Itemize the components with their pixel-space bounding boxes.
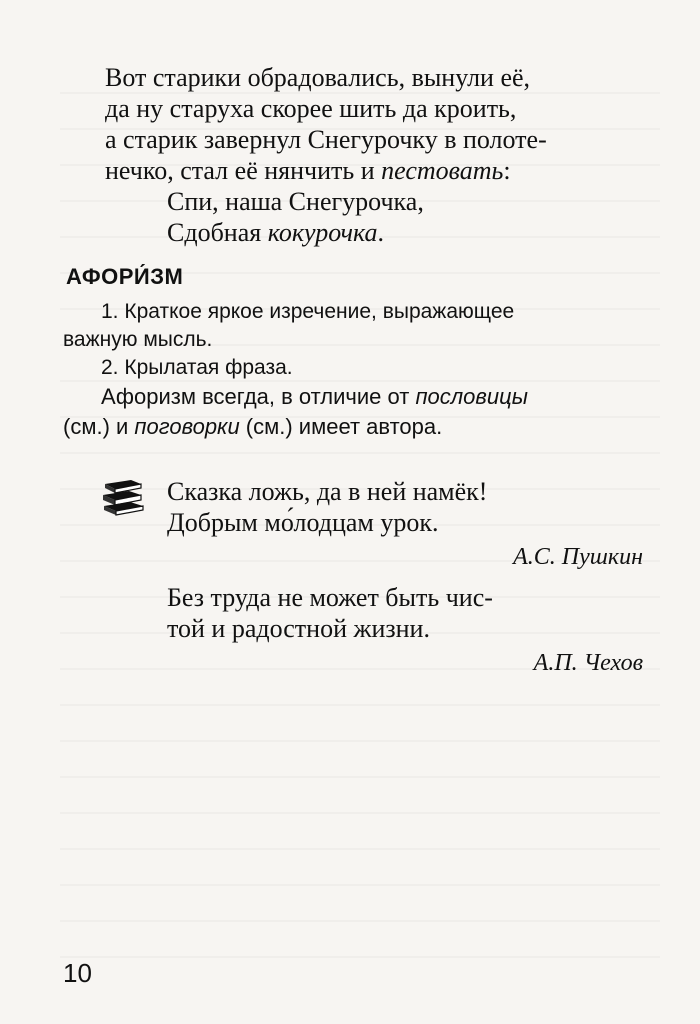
- entry-title: АФОРИ́ЗМ: [66, 264, 184, 289]
- book-stack-icon: [101, 478, 145, 516]
- entry-note: Афоризм всегда, в отличие от пословицы (см.) и поговорки (см.) имеет автора.: [63, 384, 528, 439]
- quote-text: [167, 582, 645, 644]
- quote-line: Без труда не может быть чис-: [167, 583, 493, 612]
- quote-line: Сказка ложь, да в ней намёк!: [167, 477, 488, 506]
- verse: [167, 186, 645, 248]
- quote-pushkin: [105, 476, 645, 573]
- story-line-last: нечко, стал её нянчить и пестовать:: [105, 156, 511, 185]
- story-line: а старик завернул Снегурочку в полоте-: [105, 125, 547, 154]
- quote-author: А.П. Чехов: [533, 650, 643, 676]
- verse-italic-word: кокурочка: [267, 218, 378, 247]
- dictionary-entry: [63, 264, 648, 442]
- definition-2: 2. Крылатая фраза.: [101, 356, 293, 379]
- page-number: 10: [63, 958, 92, 988]
- quote-author: А.С. Пушкин: [513, 544, 643, 570]
- quote-text: [167, 476, 645, 538]
- quote-chekhov: [105, 582, 645, 679]
- quote-line: Добрым мо́лодцам урок.: [167, 508, 439, 537]
- verse-line: Спи, наша Снегурочка,: [167, 187, 424, 216]
- definition-1: 1. Краткое яркое изречение, выражающее важную мысль.: [63, 300, 515, 351]
- quote-line: той и радостной жизни.: [167, 614, 430, 643]
- verse-line: Сдобная кокурочка.: [167, 218, 384, 247]
- story-line: Вот старики обрадовались, вынули её,: [105, 63, 531, 92]
- story-italic-word: пестовать: [381, 156, 504, 185]
- story-excerpt: [105, 62, 645, 248]
- story-line: да ну старуха скорее шить да кроить,: [105, 94, 517, 123]
